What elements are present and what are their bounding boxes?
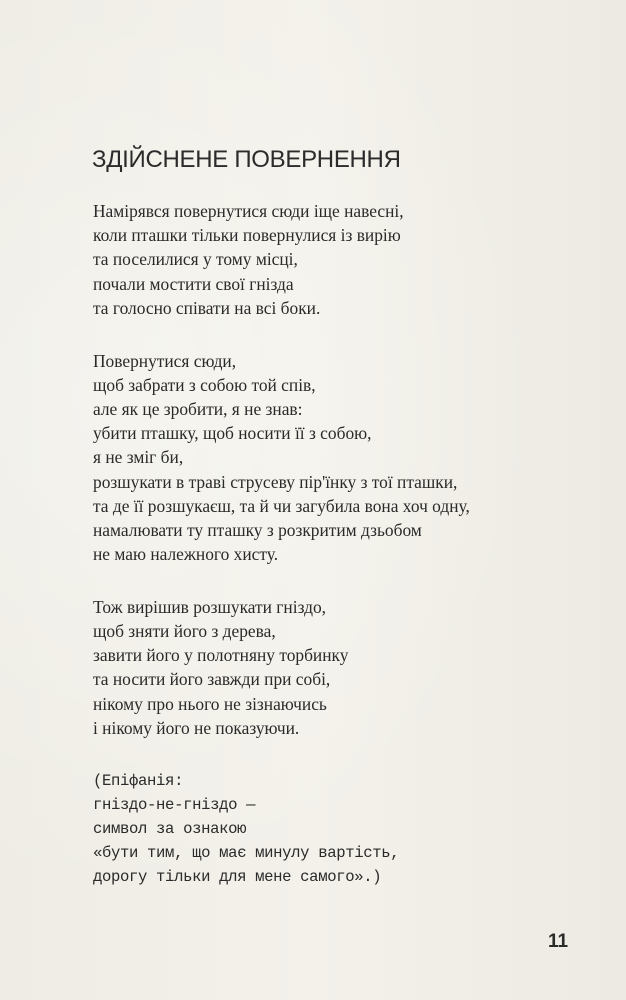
poem-line: і нікому його не показуючи.: [93, 717, 300, 738]
poem-title: ЗДІЙСНЕНЕ ПОВЕРНЕННЯ: [92, 146, 401, 173]
poem-line: почали мостити свої гнізда: [93, 273, 294, 294]
poem-line: символ за ознакою: [93, 819, 247, 838]
poem-line: Тож вирішив розшукати гніздо,: [93, 596, 327, 617]
poem-line: убити пташку, щоб носити її з собою,: [93, 423, 372, 444]
poem-line: я не зміг би,: [93, 447, 184, 468]
poem-line: розшукати в траві струсеву пір'їнку з тої пташки,: [93, 471, 458, 492]
poem-line: гніздо-не-гніздо —: [93, 795, 256, 814]
poem-line: «бути тим, що має минулу вартість,: [93, 844, 400, 863]
poem-line: та поселилися у тому місці,: [93, 249, 298, 270]
stanza-3: [93, 595, 613, 740]
poem-line: Намірявся повернутися сюди іще навесні,: [93, 201, 404, 221]
stanza-1: [93, 199, 613, 320]
poem-line: дорогу тільки для мене самого».): [93, 868, 382, 887]
poem-line: але як це зробити, я не знав:: [93, 398, 303, 419]
stanza-2: [93, 349, 613, 567]
poem-line: та носити його завжди при собі,: [93, 669, 331, 690]
poem-line: не маю належного хисту.: [93, 544, 279, 565]
poem-body: [93, 199, 613, 918]
poem-line: завити його у полотняну торбинку: [93, 645, 349, 666]
poem-line: намалювати ту пташку з розкритим дзьобом: [93, 519, 422, 540]
page-number: 11: [548, 931, 569, 952]
poem-line: та голосно співати на всі боки.: [93, 297, 321, 318]
poem-line: щоб зняти його з дерева,: [93, 621, 276, 642]
poem-line: коли пташки тільки повернулися із вирію: [93, 225, 401, 246]
poem-line: (Епіфанія:: [93, 771, 184, 790]
poem-line: та де її розшукаєш, та й чи загубила вона хоч одну,: [93, 495, 470, 516]
poem-line: щоб забрати з собою той спів,: [93, 374, 316, 395]
stanza-4: [93, 769, 613, 890]
poem-line: нікому про нього не зізнаючись: [93, 693, 327, 714]
poem-line: Повернутися сюди,: [93, 350, 237, 371]
